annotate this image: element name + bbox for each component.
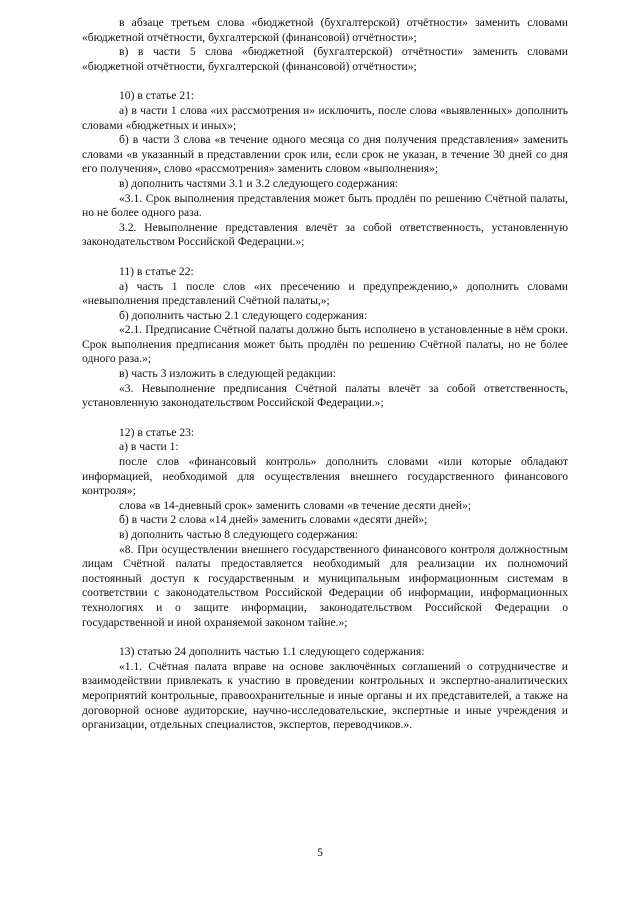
paragraph: в абзаце третьем слова «бюджетной (бухгалтерской) отчётности» заменить словами «бюджетной отчётности, бухгалтерской (финансовой) отчётности»; xyxy=(82,16,568,44)
paragraph: «2.1. Предписание Счётной палаты должно быть исполнено в установленные в нём сроки. Срок выполнения предписания может быть продлён по решению Счётной палаты, но не более одного раза.»; xyxy=(82,323,568,366)
paragraph: «1.1. Счётная палата вправе на основе заключённых соглашений о сотрудничестве и взаимодействии привлекать к участию в проведении контрольных и экспертно-аналитических мероприятий контрольные, правоохранительные и иные органы и их представителей, а также на договорной основе аудиторские, научно-исследовательские, экспертные и иные учреждения и организации, отдельных специалистов, экспертов, переводчиков.». xyxy=(82,659,568,732)
section-heading-10: 10) в статье 21: xyxy=(119,89,195,103)
paragraph: а) часть 1 после слов «их пресечению и предупреждению,» дополнить словами «невыполнения представлений Счётной палаты,»; xyxy=(82,279,568,308)
paragraph: «3.1. Срок выполнения представления может быть продлён по решению Счётной палаты, но не более одного раза. xyxy=(82,191,568,220)
paragraph: после слов «финансовый контроль» дополнить словами «или которые обладают информацией, необходимой для осуществления внешнего государственного финансового контроля»; xyxy=(82,455,568,498)
paragraph: слова «в 14-дневный срок» заменить словами «в течение десяти дней»; xyxy=(119,498,472,512)
paragraph: б) в части 2 слова «14 дней» заменить словами «десяти дней»; xyxy=(119,513,428,527)
paragraph: в) в части 5 слова «бюджетной (бухгалтерской) отчётности» заменить словами «бюджетной отчётности, бухгалтерской (финансовой) отчётности»; xyxy=(82,45,568,73)
paragraph-gap xyxy=(82,411,568,426)
paragraph: в) дополнить частью 8 следующего содержания: xyxy=(119,528,359,541)
paragraph: а) в части 1: xyxy=(119,440,179,454)
paragraph: 3.2. Невыполнение представления влечёт за собой ответственность, установленную законодательством Российской Федерации.»; xyxy=(82,220,568,249)
section-heading-12: 12) в статье 23: xyxy=(119,425,195,439)
paragraph: «8. При осуществлении внешнего государственного финансового контроля должностным лицам Счётной палаты предоставляется необходимый для реализации их полномочий постоянный доступ к государственным и муниципальным информационным системам в соответствии с законодательством Российской Федерации об информации, информационных технологиях и о защите информации, законодательством Российской Федерации о государственной и иной охраняемой законом тайне.»; xyxy=(82,542,568,629)
section-heading-13: 13) статью 24 дополнить частью 1.1 следующего содержания: xyxy=(119,645,425,659)
paragraph: а) в части 1 слова «их рассмотрения и» исключить, после слова «выявленных» дополнить словами «бюджетных и иных»; xyxy=(82,103,568,132)
paragraph-gap xyxy=(82,630,568,645)
paragraph: б) в части 3 слова «в течение одного месяца со дня получения представления» заменить словами «в указанный в представлении срок или, если срок не указан, в течение 30 дней со дня его получения», слово «рассмотрения» заменить словом «выполнения»; xyxy=(82,133,568,176)
paragraph-gap xyxy=(82,74,568,89)
paragraph: б) дополнить частью 2.1 следующего содержания: xyxy=(119,308,368,322)
paragraph: «3. Невыполнение предписания Счётной палаты влечёт за собой ответственность, установленную законодательством Российской Федерации.»; xyxy=(82,381,568,410)
paragraph: в) дополнить частями 3.1 и 3.2 следующего содержания: xyxy=(119,176,399,190)
section-heading-11: 11) в статье 22: xyxy=(119,264,194,278)
paragraph-gap xyxy=(82,250,568,265)
paragraph: в) часть 3 изложить в следующей редакции: xyxy=(119,367,336,381)
page-number: 5 xyxy=(317,846,323,859)
document-page xyxy=(82,16,568,733)
